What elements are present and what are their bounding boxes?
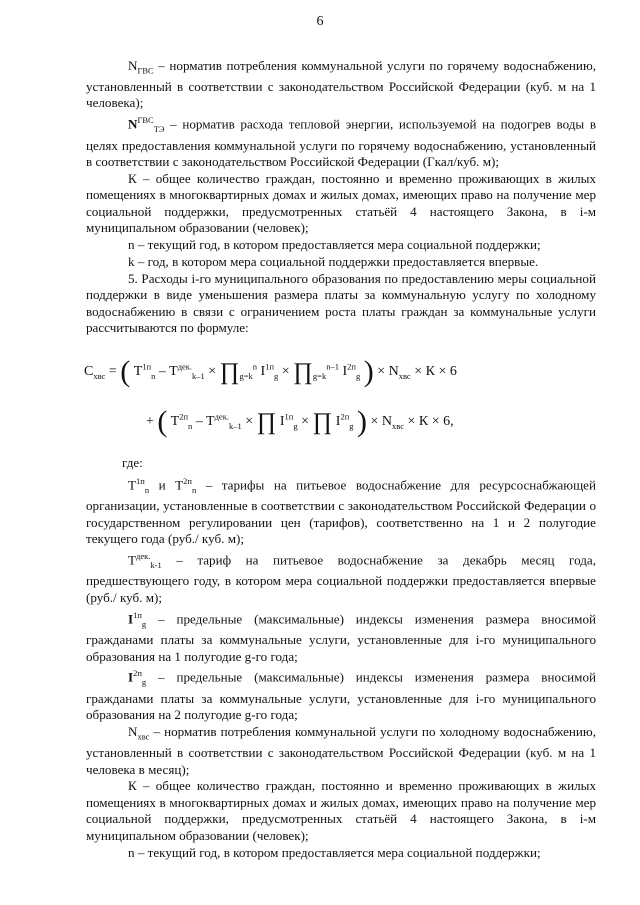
formula-line-1: $C_{хвс}$ = ( $T^{1п}_n - T^{дек.}_{k-1}$ × $\prod_{g=k}^n$ $I^{1п}_g$ × $\prod_{g=k}^{n-1}$ $I^{2п}_g$ ) × $N_{хвс} \times К \times 6$ bbox=[84, 354, 457, 388]
paragraph-nhvs: $N_{хвс}$ – норматив потребления коммунальной услуги по холодному водоснабжению, установленный в соответствии с законодательством Российской Федерации (куб. м на 1 человека в месяц); bbox=[86, 724, 596, 777]
paragraph-ngvs: $N_{ГВС}$ – норматив потребления коммунальной услуги по горячему водоснабжению, установленный в соответствии с законодательством Российской Федерации (куб. м на 1 человека); bbox=[86, 58, 596, 111]
formula-line-2: + ( $T^{2п}_n - T^{дек.}_{k-1}$ × ∏ $I^{1п}_g$ × ∏ $I^{2п}_g$ ) × $N_{хвс} \times К \times 6$, bbox=[146, 404, 454, 438]
paragraph-december-tariff: $T^{дек.}_{k-1}$ – тариф на питьевое водоснабжение за декабрь месяц года, предшествующего году, в котором мера социальной поддержки предоставляется впервые (руб./ куб. м); bbox=[86, 551, 596, 605]
paragraph-tariffs: $T^{1п}_n$ и $T^{2п}_n$ – тарифы на питьевое водоснабжение для ресурсоснабжающей организации, установленные в соответствии с законодательством Российской Федерации о государственном регулировании цен (тарифов), соответственно на 1 и 2 полугодие текущего года (руб./ куб. м); bbox=[86, 475, 596, 547]
paragraph-n-bottom: n – текущий год, в котором предоставляется мера социальной поддержки; bbox=[128, 844, 541, 860]
paragraph-k: К – общее количество граждан, постоянно и временно проживающих в жилых помещениях в многоквартирных домах и жилых домах, имеющих право на получение мер социальной поддержки, предусмотренных статьёй 4 настоящего Закона, в i-м муниципальном образовании (человек); bbox=[86, 171, 596, 236]
paragraph-n: n – текущий год, в котором предоставляется мера социальной поддержки; bbox=[128, 237, 541, 253]
paragraph-k-bottom: К – общее количество граждан, постоянно и временно проживающих в жилых помещениях в многоквартирных домах и жилых домах, имеющих право на получение мер социальной поддержки, предусмотренных статьёй 4 настоящего Закона, в i-м муниципальном образовании (человек); bbox=[86, 778, 596, 843]
page-number: 6 bbox=[316, 14, 324, 29]
document-body bbox=[86, 58, 596, 862]
paragraph-section-5: 5. Расходы i-го муниципального образования по предоставлению меры социальной поддержки в виде уменьшения размера платы за коммунальную услугу по холодному водоснабжению в связи с ограничением роста платы граждан за коммунальные услуги рассчитываются по формуле: bbox=[86, 270, 596, 336]
paragraph-index-2: $I^{2п}_g$ – предельные (максимальные) индексы изменения размера вносимой гражданами платы за коммунальные услуги, установленные для i-го муниципального образования на 2 полугодие g-го года; bbox=[86, 668, 596, 723]
formula-block bbox=[86, 339, 596, 451]
paragraph-k-year: k – год, в котором мера социальной поддержки предоставляется впервые. bbox=[128, 254, 539, 270]
paragraph-nte: $N^{ГВС}_{ТЭ}$ – норматив расхода тепловой энергии, используемой на подогрев воды в целях предоставления коммунальной услуги по горячему водоснабжению, установленный в соответствии с законодательством Российской Федерации (Гкал/куб. м); bbox=[86, 115, 596, 170]
paragraph-index-1: $I^{1п}_g$ – предельные (максимальные) индексы изменения размера вносимой гражданами платы за коммунальные услуги, установленные для i-го муниципального образования на 1 полугодие g-го года; bbox=[86, 609, 596, 664]
where-label: где: bbox=[122, 454, 143, 470]
